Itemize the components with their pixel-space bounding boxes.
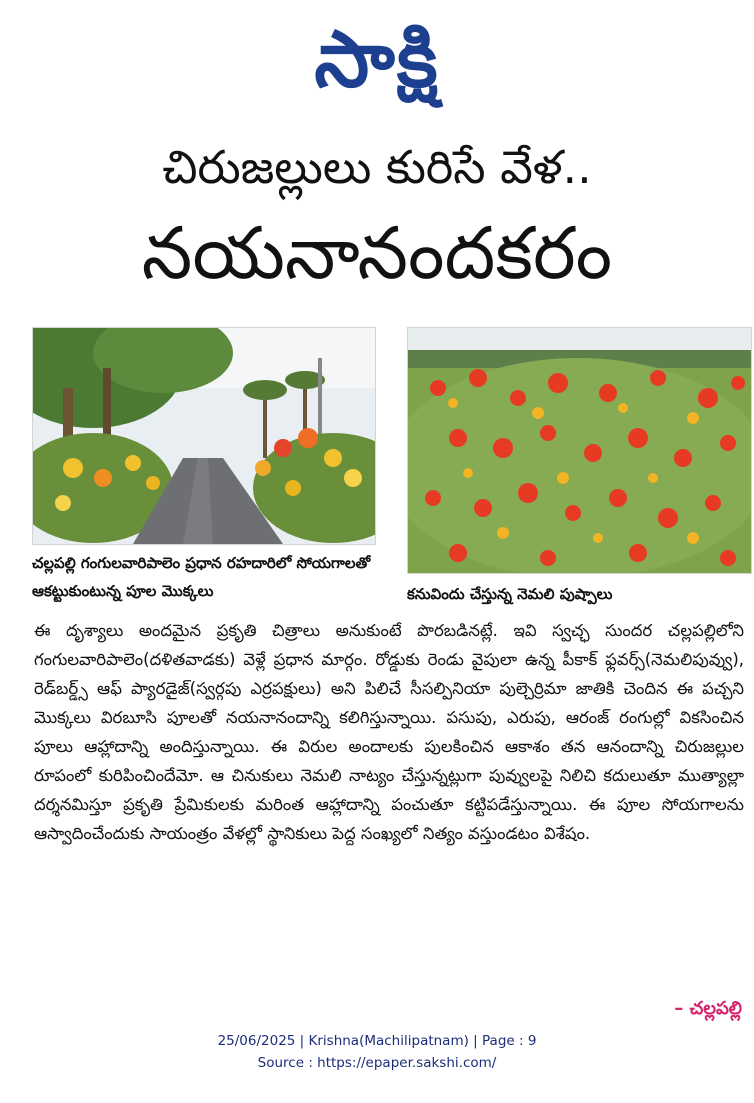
road-flowers-photo (32, 327, 376, 545)
article-headline: నయనానందకరం (141, 211, 613, 295)
source-link[interactable]: Source : https://epaper.sakshi.com/ (257, 1055, 497, 1071)
article-body (34, 616, 744, 848)
road-photo-caption: చల్లపల్లి గంగులవారిపాలెం ప్రధాన రహదారిలో సోయగాలతో ఆకట్టుకుంటున్న పూల మొక్కలు (32, 554, 371, 600)
article-paragraph: ఈ దృశ్యాలు అందమైన ప్రకృతి చిత్రాలు అనుకుంటే పొరబడినట్లే. ఇవి స్వచ్ఛ సుందర చల్లపల్లిలోని గంగులవారిపాలెం(దళితవాడకు) వెళ్లే ప్రధాన మార్గం. రోడ్డుకు రెండు వైపులా ఉన్న పీకాక్ ఫ్లవర్స్(నెమలిపువ్వు), రెడ్‌బర్డ్స్ ఆఫ్ ప్యారడైజ్(స్వర్గపు ఎర్రపక్షులు) అని పిలిచే సీసల్పినియా పుల్చెర్రిమా జాతికి చెందిన ఈ పచ్చని మొక్కలు విరబూసి పూలతో నయనానందాన్ని కలిగిస్తున్నాయి. పసుపు, ఎరుపు, ఆరంజ్ రంగుల్లో వికసించిన పూలు ఆహ్లాదాన్ని అందిస్తున్నాయి. ఈ విరుల అందాలకు పులకించిన ఆకాశం తన ఆనందాన్ని చిరుజల్లుల రూపంలో కురిపించిందేమో. ఆ చినుకులు నెమలి నాట్యం చేస్తున్నట్లుగా పువ్వులపై నిలిచి కదులుతూ ముత్యాల్లా దర్శనమిస్తూ ప్రకృతి ప్రేమికులకు మరింత ఆహ్లాదాన్ని పంచుతూ కట్టిపడేస్తున్నాయి. ఈ పూల సోయగాలను ఆస్వాదించేందుకు సాయంత్రం వేళల్లో స్థానికులు పెద్ద సంఖ్యలో నిత్యం వస్తుండటం విశేషం. (34, 621, 744, 843)
peacock-flowers-photo (407, 327, 752, 574)
masthead (0, 0, 754, 120)
edition-info: 25/06/2025 | Krishna(Machilipatnam) | Page : 9 (217, 1033, 537, 1049)
sakshi-logo: సాక్షి (314, 15, 440, 105)
article-kicker: చిరుజల్లులు కురిసే వేళ.. (162, 140, 592, 194)
flowers-photo-caption: కనువిందు చేస్తున్న నెమలి పుష్పాలు (407, 585, 613, 603)
page-footer (0, 1030, 754, 1074)
article-byline: – చల్లపల్లి (674, 998, 742, 1019)
